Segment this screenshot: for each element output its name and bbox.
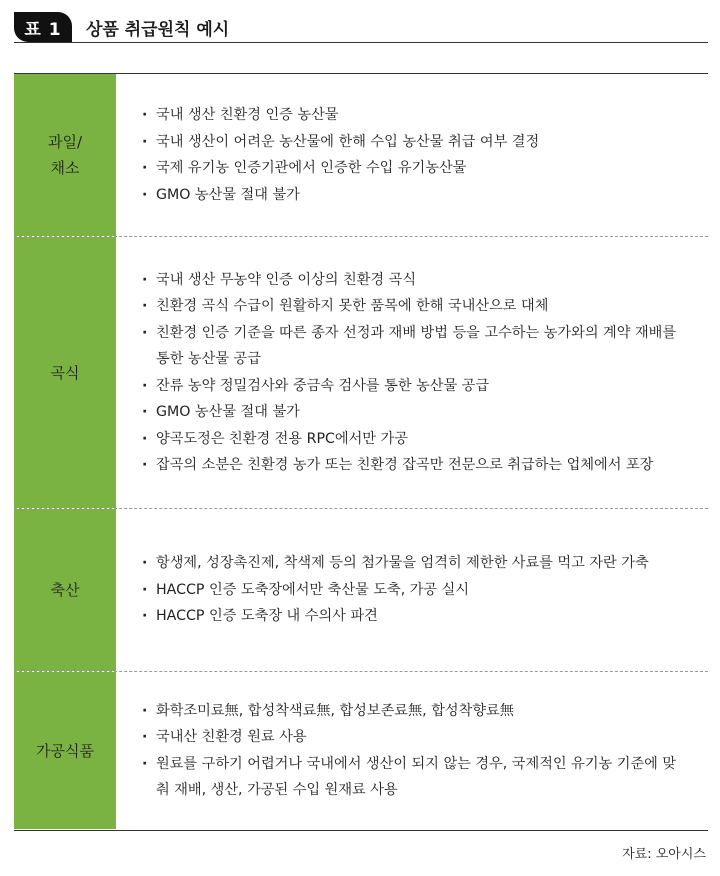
item-list [116,509,708,671]
list-item: · GMO 농산물 절대 불가 [142,399,694,426]
list-item: · GMO 농산물 절대 불가 [142,182,694,209]
list-item: · 화학조미료無, 합성착색료無, 합성보존료無, 합성착향료無 [142,698,694,725]
list-item: · 항생제, 성장촉진제, 착색제 등의 첨가물을 엄격히 제한한 사료를 먹고 자란 가축 [142,550,694,577]
item-list [116,74,708,236]
category-label-line: 곡식 [50,363,80,382]
list-item: · 양곡도정은 친환경 전용 RPC에서만 가공 [142,426,694,453]
category-label-line: 채소 [50,159,80,177]
item-list [116,672,708,829]
list-item: · 국내 생산이 어려운 농산물에 한해 수입 농산물 취급 여부 결정 [142,129,694,156]
list-item: · 국내 생산 친환경 인증 농산물 [142,102,694,129]
list-item: · 국제 유기농 인증기관에서 인증한 수입 유기농산물 [142,155,694,182]
list-item: · HACCP 인증 도축장 내 수의사 파견 [142,603,694,630]
category-cell [14,672,116,829]
table-row-fruit-vegetable [14,74,708,237]
category-cell [14,509,116,671]
table-row-livestock [14,509,708,672]
list-item: · 친환경 곡식 수급이 원활하지 못한 품목에 한해 국내산으로 대체 [142,293,694,320]
table-number-badge: 표 1 [14,12,72,42]
list-item: · 친환경 인증 기준을 따른 종자 선정과 재배 방법 등을 고수하는 농가와의 계약 재배를 통한 농산물 공급 [142,320,694,373]
category-label-line: 과일/ [47,133,83,151]
list-item: · 국내산 친환경 원료 사용 [142,724,694,751]
list-item: · 잔류 농약 정밀검사와 중금속 검사를 통한 농산물 공급 [142,373,694,400]
category-label-line: 가공식품 [36,741,94,760]
list-item: · 원료를 구하기 어렵거나 국내에서 생산이 되지 않는 경우, 국제적인 유기농 기준에 맞 춰 재배, 생산, 가공된 수입 원재료 사용 [142,751,694,804]
table-title: 상품 취급원칙 예시 [86,19,230,40]
category-cell [14,74,116,236]
list-item: · 국내 생산 무농약 인증 이상의 친환경 곡식 [142,267,694,294]
source-note: 자료: 오아시스 [622,847,706,862]
header-divider [14,42,708,43]
list-item: · 잡곡의 소분은 친환경 농가 또는 친환경 잡곡만 전문으로 취급하는 업체에서 포장 [142,452,694,479]
category-cell [14,237,116,508]
category-label-line: 축산 [50,581,80,599]
table-row-processed-food [14,672,708,829]
principles-table [14,73,708,831]
table-header [14,10,708,44]
list-item: · HACCP 인증 도축장에서만 축산물 도축, 가공 실시 [142,577,694,604]
item-list [116,237,708,508]
table-row-grain [14,237,708,509]
